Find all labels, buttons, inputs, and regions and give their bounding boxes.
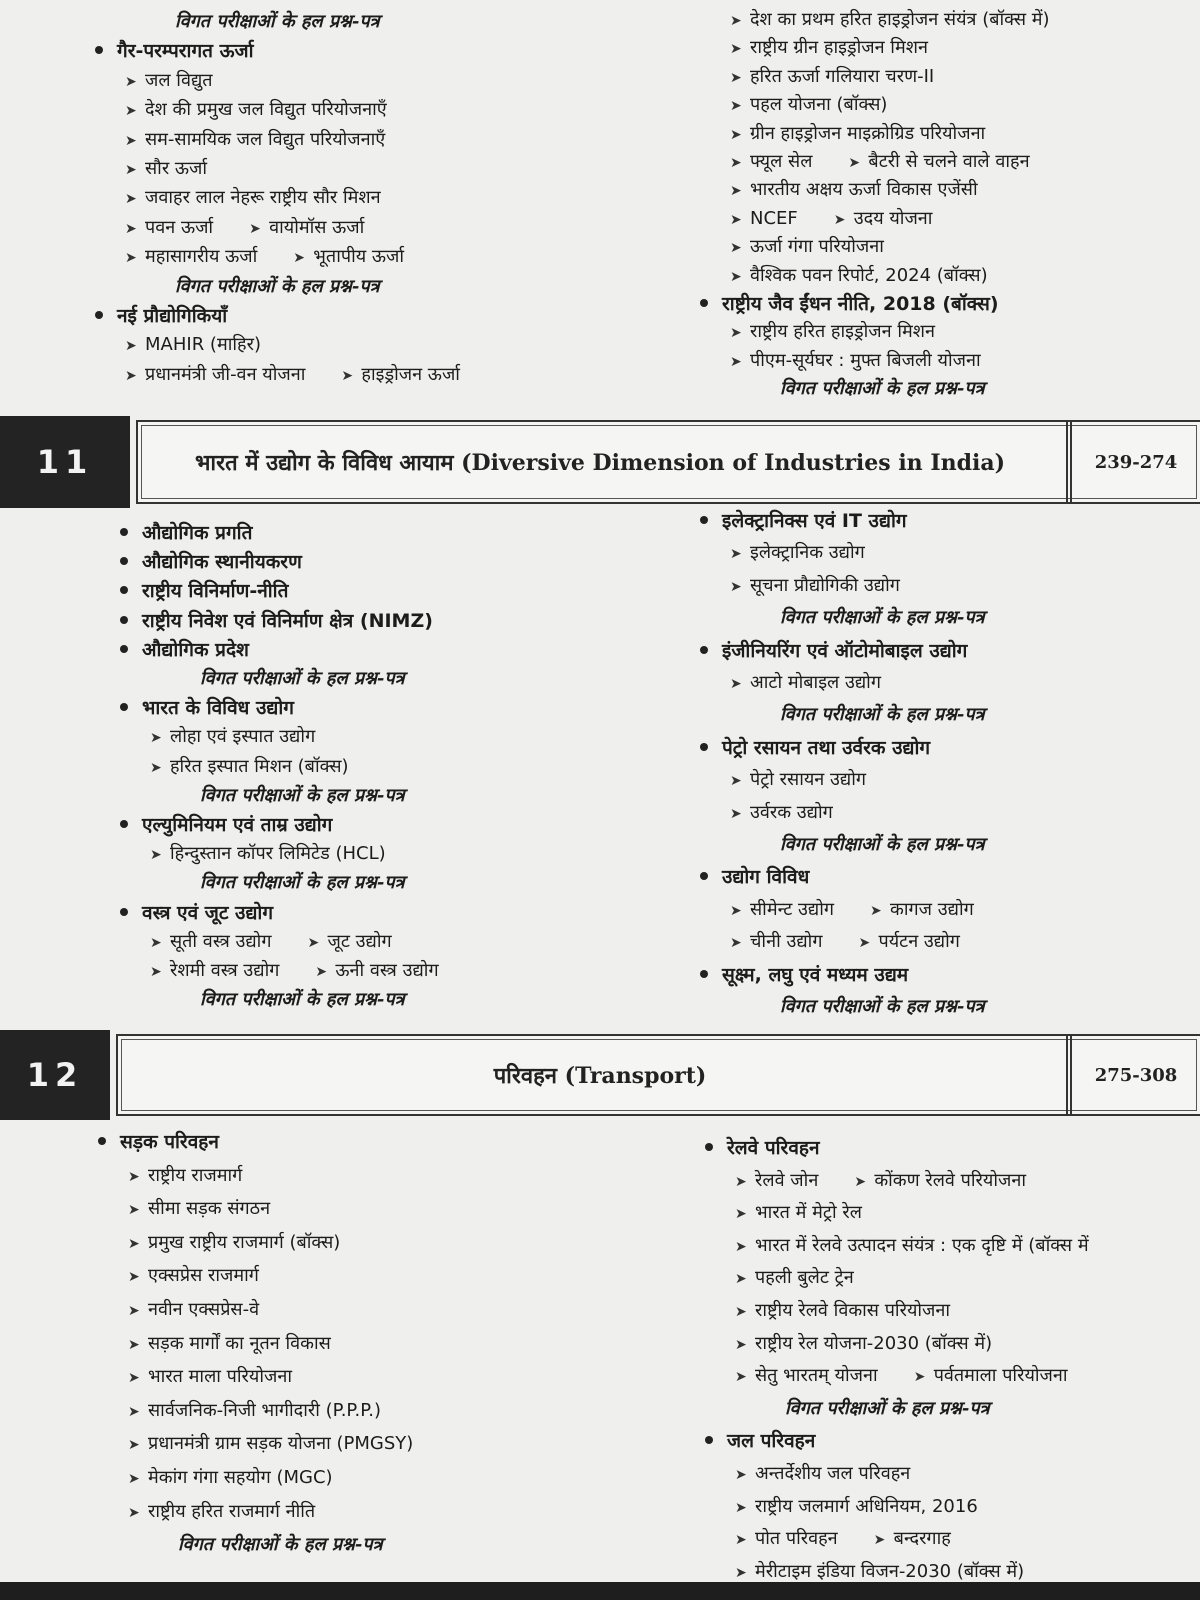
topic-label: राष्ट्रीय निवेश एवं विनिर्माण क्षेत्र (NIMZ) bbox=[142, 609, 433, 632]
arrow-bullet-icon: ➤ bbox=[128, 1235, 140, 1252]
arrow-bullet-icon: ➤ bbox=[150, 759, 162, 776]
subtopic-label: जवाहर लाल नेहरू राष्ट्रीय सौर मिशन bbox=[145, 187, 381, 209]
subtopic-label: रेशमी वस्त्र उद्योग bbox=[170, 960, 280, 981]
subtopic-label: राष्ट्रीय रेलवे विकास परियोजना bbox=[755, 1300, 951, 1321]
subtopic-label: उदय योजना bbox=[853, 207, 933, 229]
arrow-bullet-icon: ➤ bbox=[125, 338, 137, 355]
subtopic-label: मेरीटाइम इंडिया विजन-2030 (बॉक्स में) bbox=[755, 1560, 1025, 1582]
subtopic-item bbox=[730, 8, 1050, 33]
arrow-bullet-icon: ➤ bbox=[730, 240, 742, 257]
arrow-bullet-icon: ➤ bbox=[858, 935, 871, 952]
arrow-bullet-icon: ➤ bbox=[341, 367, 354, 384]
subtopic-label: पर्वतमाला परियोजना bbox=[933, 1365, 1068, 1387]
subtopic-label: लोहा एवं इस्पात उद्योग bbox=[170, 726, 316, 748]
topic-label: पेट्रो रसायन तथा उर्वरक उद्योग bbox=[722, 736, 931, 759]
subtopic-label: अन्तर्देशीय जल परिवहन bbox=[755, 1463, 911, 1484]
arrow-bullet-icon: ➤ bbox=[128, 1269, 140, 1286]
topic-bullet bbox=[120, 638, 249, 663]
arrow-bullet-icon: ➤ bbox=[735, 1206, 747, 1223]
topic-bullet bbox=[120, 813, 332, 838]
subtopic-label: पेट्रो रसायन उद्योग bbox=[750, 769, 867, 791]
subtopic-item bbox=[128, 1231, 340, 1256]
subtopic-label: सीमेन्ट उद्योग bbox=[750, 898, 835, 920]
subtopic-label: ऊर्जा गंगा परियोजना bbox=[750, 236, 884, 258]
subtopic-item bbox=[735, 1299, 950, 1324]
arrow-bullet-icon: ➤ bbox=[730, 211, 742, 228]
arrow-bullet-icon: ➤ bbox=[854, 1173, 867, 1190]
arrow-bullet-icon: ➤ bbox=[735, 1271, 747, 1288]
solved-papers-note bbox=[780, 703, 985, 727]
arrow-bullet-icon: ➤ bbox=[730, 773, 742, 790]
chapter-page-range: 239-274 bbox=[1066, 420, 1200, 504]
subtopic-label: प्रमुख राष्ट्रीय राजमार्ग (बॉक्स) bbox=[148, 1231, 341, 1253]
bullet-dot-icon bbox=[700, 872, 708, 880]
chapter-title: भारत में उद्योग के विविध आयाम (Diversive Dimension of Industries in India) bbox=[194, 450, 1006, 476]
topic-bullet bbox=[95, 304, 227, 329]
subtopic-label: सूचना प्रौद्योगिकी उद्योग bbox=[750, 574, 900, 596]
subtopic-label: पवन ऊर्जा bbox=[145, 216, 214, 238]
subtopic-label: कोंकण रेलवे परियोजना bbox=[874, 1169, 1027, 1191]
bullet-dot-icon bbox=[120, 586, 128, 594]
subtopic-label: हरित ऊर्जा गलियारा चरण-II bbox=[750, 65, 935, 87]
subtopic-label: MAHIR (माहिर) bbox=[145, 334, 261, 356]
arrow-bullet-icon: ➤ bbox=[730, 183, 742, 200]
arrow-bullet-icon: ➤ bbox=[913, 1369, 926, 1386]
subtopic-label: ऊनी वस्त्र उद्योग bbox=[335, 960, 439, 981]
subtopic-item bbox=[125, 216, 364, 241]
bullet-dot-icon bbox=[700, 646, 708, 654]
bullet-dot-icon bbox=[705, 1143, 713, 1151]
arrow-bullet-icon: ➤ bbox=[128, 1202, 140, 1219]
subtopic-label: राष्ट्रीय रेल योजना-2030 (बॉक्स में) bbox=[755, 1332, 993, 1354]
arrow-bullet-icon: ➤ bbox=[730, 676, 742, 692]
arrow-bullet-icon: ➤ bbox=[730, 353, 742, 370]
subtopic-item bbox=[125, 98, 387, 123]
arrow-bullet-icon: ➤ bbox=[125, 367, 137, 384]
chapter-12-header bbox=[0, 1030, 1200, 1120]
arrow-bullet-icon: ➤ bbox=[735, 1532, 747, 1549]
arrow-bullet-icon: ➤ bbox=[730, 98, 742, 115]
subtopic-item bbox=[128, 1164, 242, 1189]
subtopic-label: हिन्दुस्तान कॉपर लिमिटेड (HCL) bbox=[170, 843, 386, 865]
subtopic-label: वायोमॉस ऊर्जा bbox=[269, 216, 365, 238]
bullet-dot-icon bbox=[700, 970, 708, 978]
solved-papers-label: विगत परीक्षाओं के हल प्रश्न-पत्र bbox=[780, 607, 985, 629]
subtopic-label: बन्दरगाह bbox=[893, 1528, 951, 1550]
subtopic-item bbox=[150, 725, 315, 750]
arrow-bullet-icon: ➤ bbox=[293, 250, 306, 267]
chapter-title: परिवहन (Transport) bbox=[493, 1063, 707, 1089]
solved-papers-label: विगत परीक्षाओं के हल प्रश्न-पत्र bbox=[178, 1534, 383, 1556]
arrow-bullet-icon: ➤ bbox=[870, 902, 882, 919]
solved-papers-note bbox=[200, 784, 405, 808]
subtopic-item bbox=[730, 574, 900, 599]
subtopic-label: देश का प्रथम हरित हाइड्रोजन संयंत्र (बॉक्स में) bbox=[750, 9, 1050, 30]
subtopic-label: राष्ट्रीय राजमार्ग bbox=[148, 1164, 243, 1186]
subtopic-item bbox=[125, 157, 207, 182]
topic-bullet bbox=[98, 1130, 219, 1155]
arrow-bullet-icon: ➤ bbox=[735, 1304, 747, 1320]
bullet-dot-icon bbox=[120, 616, 128, 624]
subtopic-item bbox=[730, 122, 985, 147]
subtopic-label: भारत माला परियोजना bbox=[148, 1366, 293, 1388]
subtopic-label: रेलवे जोन bbox=[755, 1169, 819, 1191]
arrow-bullet-icon: ➤ bbox=[730, 325, 742, 342]
subtopic-label: मेकांग गंगा सहयोग (MGC) bbox=[148, 1467, 333, 1488]
arrow-bullet-icon: ➤ bbox=[730, 155, 742, 171]
subtopic-label: पीएम-सूर्यघर : मुफ्त बिजली योजना bbox=[750, 349, 981, 371]
arrow-bullet-icon: ➤ bbox=[735, 1369, 747, 1386]
topic-label: एल्युमिनियम एवं ताम्र उद्योग bbox=[142, 814, 333, 836]
topic-bullet bbox=[700, 963, 908, 988]
arrow-bullet-icon: ➤ bbox=[833, 211, 846, 228]
subtopic-item bbox=[150, 755, 349, 780]
subtopic-label: भारतीय अक्षय ऊर्जा विकास एजेंसी bbox=[750, 179, 978, 201]
subtopic-item bbox=[128, 1466, 333, 1491]
subtopic-label: पर्यटन उद्योग bbox=[878, 931, 960, 953]
arrow-bullet-icon: ➤ bbox=[730, 268, 742, 285]
bullet-dot-icon bbox=[705, 1436, 713, 1444]
subtopic-item bbox=[730, 65, 934, 90]
chapter-11-header bbox=[0, 416, 1200, 508]
subtopic-label: राष्ट्रीय ग्रीन हाइड्रोजन मिशन bbox=[750, 37, 928, 59]
subtopic-label: सूती वस्त्र उद्योग bbox=[170, 930, 272, 952]
arrow-bullet-icon: ➤ bbox=[150, 964, 162, 980]
topic-bullet bbox=[700, 736, 930, 761]
subtopic-label: प्रधानमंत्री जी-वन योजना bbox=[145, 363, 306, 385]
topic-label: जल परिवहन bbox=[727, 1430, 816, 1453]
solved-papers-label: विगत परीक्षाओं के हल प्रश्न-पत्र bbox=[780, 996, 985, 1017]
arrow-bullet-icon: ➤ bbox=[150, 847, 162, 864]
topic-bullet bbox=[700, 865, 809, 890]
topic-label: इलेक्ट्रानिक्स एवं IT उद्योग bbox=[722, 510, 907, 532]
topic-label: राष्ट्रीय जैव ईंधन नीति, 2018 (बॉक्स) bbox=[722, 293, 999, 315]
solved-papers-note bbox=[200, 871, 405, 895]
arrow-bullet-icon: ➤ bbox=[128, 1336, 140, 1353]
subtopic-item bbox=[128, 1365, 292, 1390]
subtopic-label: आटो मोबाइल उद्योग bbox=[750, 672, 881, 693]
arrow-bullet-icon: ➤ bbox=[735, 1238, 747, 1255]
subtopic-item bbox=[730, 349, 981, 374]
bullet-dot-icon bbox=[95, 46, 103, 54]
topic-bullet bbox=[95, 39, 254, 64]
chapter-number: 11 bbox=[0, 416, 130, 508]
solved-papers-note bbox=[780, 995, 985, 1019]
subtopic-label: सड़क मार्गों का नूतन विकास bbox=[148, 1332, 331, 1354]
solved-papers-label: विगत परीक्षाओं के हल प्रश्न-पत्र bbox=[780, 378, 985, 400]
subtopic-item bbox=[735, 1527, 951, 1552]
solved-papers-label: विगत परीक्षाओं के हल प्रश्न-पत्र bbox=[785, 1397, 990, 1419]
arrow-bullet-icon: ➤ bbox=[730, 69, 742, 86]
subtopic-label: भारत में मेट्रो रेल bbox=[755, 1202, 862, 1224]
topic-label: राष्ट्रीय विनिर्माण-नीति bbox=[142, 580, 289, 603]
subtopic-label: राष्ट्रीय हरित राजमार्ग नीति bbox=[148, 1500, 316, 1522]
solved-papers-label: विगत परीक्षाओं के हल प्रश्न-पत्र bbox=[200, 989, 405, 1011]
arrow-bullet-icon: ➤ bbox=[128, 1303, 140, 1319]
bullet-dot-icon bbox=[700, 743, 708, 751]
subtopic-item bbox=[730, 320, 935, 345]
topic-label: वस्त्र एवं जूट उद्योग bbox=[142, 901, 274, 924]
chapter-page-range: 275-308 bbox=[1066, 1034, 1200, 1116]
topic-bullet bbox=[120, 550, 302, 575]
arrow-bullet-icon: ➤ bbox=[730, 578, 742, 595]
subtopic-label: वैश्विक पवन रिपोर्ट, 2024 (बॉक्स) bbox=[750, 264, 988, 286]
solved-papers-note bbox=[780, 833, 985, 857]
topic-label: रेलवे परिवहन bbox=[727, 1137, 820, 1159]
arrow-bullet-icon: ➤ bbox=[735, 1336, 747, 1353]
topic-label: भारत के विविध उद्योग bbox=[142, 697, 294, 720]
subtopic-label: NCEF bbox=[750, 207, 798, 229]
subtopic-item bbox=[125, 363, 460, 388]
subtopic-item bbox=[735, 1201, 862, 1226]
subtopic-label: फ्यूल सेल bbox=[750, 151, 813, 172]
subtopic-item bbox=[735, 1234, 1089, 1259]
subtopic-item bbox=[730, 768, 866, 793]
arrow-bullet-icon: ➤ bbox=[125, 191, 137, 208]
subtopic-item bbox=[730, 235, 884, 260]
arrow-bullet-icon: ➤ bbox=[125, 103, 137, 120]
topic-bullet bbox=[705, 1136, 820, 1161]
subtopic-label: पहली बुलेट ट्रेन bbox=[755, 1267, 854, 1289]
topic-bullet bbox=[705, 1429, 815, 1454]
bullet-dot-icon bbox=[120, 557, 128, 565]
subtopic-label: जल विद्युत bbox=[145, 69, 213, 91]
subtopic-item bbox=[730, 93, 887, 118]
arrow-bullet-icon: ➤ bbox=[730, 546, 742, 563]
bullet-dot-icon bbox=[98, 1137, 106, 1145]
subtopic-label: राष्ट्रीय जलमार्ग अधिनियम, 2016 bbox=[755, 1495, 978, 1517]
subtopic-item bbox=[735, 1169, 1026, 1194]
bullet-dot-icon bbox=[120, 645, 128, 653]
arrow-bullet-icon: ➤ bbox=[150, 934, 162, 951]
subtopic-label: सौर ऊर्जा bbox=[145, 158, 208, 179]
subtopic-item bbox=[128, 1500, 315, 1525]
arrow-bullet-icon: ➤ bbox=[128, 1437, 140, 1454]
topic-bullet bbox=[700, 639, 967, 664]
arrow-bullet-icon: ➤ bbox=[730, 935, 742, 952]
subtopic-label: पोत परिवहन bbox=[755, 1528, 838, 1550]
subtopic-label: हाइड्रोजन ऊर्जा bbox=[361, 363, 460, 385]
solved-papers-note bbox=[200, 988, 405, 1012]
arrow-bullet-icon: ➤ bbox=[735, 1467, 747, 1483]
subtopic-label: इलेक्ट्रानिक उद्योग bbox=[750, 542, 865, 564]
arrow-bullet-icon: ➤ bbox=[735, 1564, 747, 1581]
arrow-bullet-icon: ➤ bbox=[730, 902, 742, 919]
subtopic-label: देश की प्रमुख जल विद्युत परियोजनाएँ bbox=[145, 99, 387, 121]
bullet-dot-icon bbox=[120, 703, 128, 711]
subtopic-label: एक्सप्रेस राजमार्ग bbox=[148, 1265, 259, 1287]
subtopic-label: महासागरीय ऊर्जा bbox=[145, 246, 258, 268]
arrow-bullet-icon: ➤ bbox=[735, 1173, 747, 1190]
bullet-dot-icon bbox=[120, 820, 128, 828]
subtopic-label: चीनी उद्योग bbox=[750, 931, 823, 953]
solved-papers-note bbox=[780, 606, 985, 630]
topic-label: इंजीनियरिंग एवं ऑटोमोबाइल उद्योग bbox=[722, 639, 968, 662]
arrow-bullet-icon: ➤ bbox=[128, 1168, 140, 1185]
solved-papers-label: विगत परीक्षाओं के हल प्रश्न-पत्र bbox=[200, 668, 405, 689]
arrow-bullet-icon: ➤ bbox=[128, 1370, 140, 1387]
arrow-bullet-icon: ➤ bbox=[730, 126, 742, 143]
subtopic-item bbox=[730, 671, 881, 696]
subtopic-item bbox=[150, 842, 386, 867]
topic-label: नई प्रौद्योगिकियाँ bbox=[117, 305, 228, 327]
arrow-bullet-icon: ➤ bbox=[730, 41, 742, 58]
subtopic-item bbox=[128, 1432, 413, 1457]
subtopic-label: कागज उद्योग bbox=[890, 898, 974, 920]
arrow-bullet-icon: ➤ bbox=[125, 250, 137, 267]
subtopic-item bbox=[128, 1264, 259, 1289]
subtopic-item bbox=[125, 245, 404, 270]
subtopic-item bbox=[128, 1197, 270, 1222]
topic-bullet bbox=[700, 509, 907, 534]
bullet-dot-icon bbox=[700, 299, 708, 307]
subtopic-item bbox=[150, 930, 392, 955]
topic-label: औद्योगिक स्थानीयकरण bbox=[142, 551, 302, 574]
page-bottom-edge bbox=[0, 1582, 1200, 1600]
subtopic-label: ग्रीन हाइड्रोजन माइक्रोग्रिड परियोजना bbox=[750, 122, 986, 144]
chapter-number: 12 bbox=[0, 1030, 110, 1120]
subtopic-item bbox=[730, 898, 974, 923]
arrow-bullet-icon: ➤ bbox=[128, 1504, 140, 1521]
solved-papers-note bbox=[175, 275, 380, 299]
bullet-dot-icon bbox=[120, 908, 128, 916]
solved-papers-label: विगत परीक्षाओं के हल प्रश्न-पत्र bbox=[175, 275, 380, 297]
solved-papers-note bbox=[175, 10, 380, 34]
arrow-bullet-icon: ➤ bbox=[249, 220, 261, 237]
arrow-bullet-icon: ➤ bbox=[730, 805, 742, 822]
subtopic-label: सीमा सड़क संगठन bbox=[148, 1198, 271, 1220]
subtopic-label: पहल योजना (बॉक्स) bbox=[750, 94, 888, 116]
solved-papers-note bbox=[200, 667, 405, 691]
subtopic-item bbox=[150, 959, 439, 984]
bullet-dot-icon bbox=[120, 528, 128, 536]
subtopic-label: हरित इस्पात मिशन (बॉक्स) bbox=[170, 755, 349, 777]
topic-label: गैर-परम्परागत ऊर्जा bbox=[117, 40, 254, 63]
subtopic-item bbox=[128, 1332, 331, 1357]
subtopic-item bbox=[730, 178, 978, 203]
solved-papers-label: विगत परीक्षाओं के हल प्रश्न-पत्र bbox=[780, 834, 985, 855]
subtopic-item bbox=[128, 1399, 381, 1424]
topic-label: सूक्ष्म, लघु एवं मध्यम उद्यम bbox=[722, 963, 909, 986]
subtopic-item bbox=[735, 1462, 910, 1487]
solved-papers-label: विगत परीक्षाओं के हल प्रश्न-पत्र bbox=[200, 872, 405, 894]
arrow-bullet-icon: ➤ bbox=[125, 220, 137, 237]
arrow-bullet-icon: ➤ bbox=[848, 155, 861, 171]
arrow-bullet-icon: ➤ bbox=[150, 730, 162, 747]
subtopic-item bbox=[125, 333, 261, 358]
arrow-bullet-icon: ➤ bbox=[873, 1532, 886, 1549]
solved-papers-note bbox=[785, 1397, 990, 1421]
subtopic-item bbox=[730, 36, 928, 61]
subtopic-label: बैटरी से चलने वाले वाहन bbox=[868, 151, 1030, 172]
subtopic-item bbox=[125, 186, 381, 211]
topic-label: सड़क परिवहन bbox=[120, 1131, 219, 1153]
bullet-dot-icon bbox=[95, 311, 103, 319]
subtopic-item bbox=[128, 1298, 259, 1323]
bullet-dot-icon bbox=[700, 516, 708, 524]
solved-papers-label: विगत परीक्षाओं के हल प्रश्न-पत्र bbox=[200, 784, 405, 806]
subtopic-item bbox=[730, 930, 960, 955]
arrow-bullet-icon: ➤ bbox=[125, 73, 137, 90]
subtopic-label: सेतु भारतम् योजना bbox=[755, 1365, 878, 1387]
subtopic-item bbox=[735, 1266, 854, 1291]
topic-bullet bbox=[120, 901, 273, 926]
solved-papers-note bbox=[780, 377, 985, 401]
arrow-bullet-icon: ➤ bbox=[730, 13, 742, 29]
arrow-bullet-icon: ➤ bbox=[315, 964, 328, 980]
topic-bullet bbox=[120, 609, 433, 634]
arrow-bullet-icon: ➤ bbox=[128, 1403, 140, 1420]
topic-bullet bbox=[120, 696, 294, 721]
arrow-bullet-icon: ➤ bbox=[307, 934, 320, 951]
subtopic-label: उर्वरक उद्योग bbox=[750, 801, 833, 823]
subtopic-label: भूतापीय ऊर्जा bbox=[313, 246, 405, 268]
subtopic-item bbox=[730, 207, 932, 232]
subtopic-label: जूट उद्योग bbox=[327, 930, 392, 952]
solved-papers-note bbox=[178, 1533, 383, 1557]
subtopic-item bbox=[730, 264, 988, 289]
solved-papers-label: विगत परीक्षाओं के हल प्रश्न-पत्र bbox=[175, 11, 380, 32]
arrow-bullet-icon: ➤ bbox=[128, 1471, 140, 1487]
subtopic-label: प्रधानमंत्री ग्राम सड़क योजना (PMGSY) bbox=[148, 1433, 414, 1455]
subtopic-label: राष्ट्रीय हरित हाइड्रोजन मिशन bbox=[750, 321, 935, 343]
subtopic-item bbox=[735, 1364, 1068, 1389]
subtopic-item bbox=[125, 128, 385, 153]
subtopic-label: सम-सामयिक जल विद्युत परियोजनाएँ bbox=[145, 128, 386, 150]
subtopic-item bbox=[730, 541, 865, 566]
topic-bullet bbox=[120, 579, 288, 604]
solved-papers-label: विगत परीक्षाओं के हल प्रश्न-पत्र bbox=[780, 704, 985, 726]
topic-bullet bbox=[700, 292, 999, 317]
topic-label: उद्योग विविध bbox=[722, 866, 810, 889]
subtopic-label: नवीन एक्सप्रेस-वे bbox=[148, 1299, 260, 1320]
arrow-bullet-icon: ➤ bbox=[125, 132, 137, 149]
subtopic-item bbox=[730, 801, 833, 826]
arrow-bullet-icon: ➤ bbox=[735, 1499, 747, 1516]
topic-label: औद्योगिक प्रदेश bbox=[142, 638, 249, 661]
topic-bullet bbox=[120, 521, 252, 546]
subtopic-item bbox=[735, 1495, 978, 1520]
topic-label: औद्योगिक प्रगति bbox=[142, 522, 253, 544]
subtopic-item bbox=[730, 150, 1030, 175]
subtopic-item bbox=[735, 1332, 992, 1357]
subtopic-label: सार्वजनिक-निजी भागीदारी (P.P.P.) bbox=[148, 1399, 381, 1421]
arrow-bullet-icon: ➤ bbox=[125, 162, 137, 178]
subtopic-label: भारत में रेलवे उत्पादन संयंत्र : एक दृष्टि में (बॉक्स में bbox=[755, 1234, 1089, 1256]
subtopic-item bbox=[125, 69, 213, 94]
